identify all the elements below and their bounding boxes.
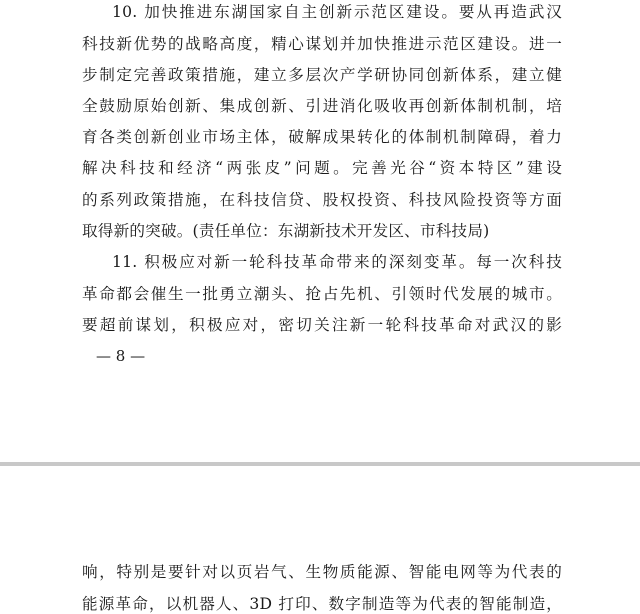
paragraph-10-line: 科技新优势的战略高度，精心谋划并加快推进示范区建设。进一	[82, 35, 562, 53]
continued-paragraph-line: 响，特别是要针对以页岩气、生物质能源、智能电网等为代表的	[82, 563, 562, 581]
paragraph-10-line: 解决科技和经济“两张皮”问题。完善光谷“资本特区”建设	[82, 159, 562, 177]
paragraph-10-line: 全鼓励原始创新、集成创新、引进消化吸收再创新体制机制，培	[82, 97, 562, 115]
continued-paragraph-line: 能源革命，以机器人、3D 打印、数字制造等为代表的智能制造，	[82, 595, 562, 613]
paragraph-11-heading-line: 11. 积极应对新一轮科技革命带来的深刻变革。每一次科技	[112, 253, 562, 271]
paragraph-10-line: 步制定完善政策措施，建立多层次产学研协同创新体系，建立健	[82, 66, 562, 84]
paragraph-10-last-line: 取得新的突破。(责任单位：东湖新技术开发区、市科技局)	[82, 222, 490, 240]
document-page-lower	[0, 466, 640, 614]
page-number: — 8 —	[96, 347, 146, 365]
paragraph-10-line: 育各类创新创业市场主体，破解成果转化的体制机制障碍，着力	[82, 128, 562, 146]
paragraph-10-heading-line: 10. 加快推进东湖国家自主创新示范区建设。要从再造武汉	[112, 3, 562, 21]
paragraph-11-line: 要超前谋划，积极应对，密切关注新一轮科技革命对武汉的影	[82, 316, 562, 334]
paragraph-11-line: 革命都会催生一批勇立潮头、抢占先机、引领时代发展的城市。	[82, 285, 562, 303]
paragraph-10-line: 的系列政策措施，在科技信贷、股权投资、科技风险投资等方面	[82, 191, 562, 209]
